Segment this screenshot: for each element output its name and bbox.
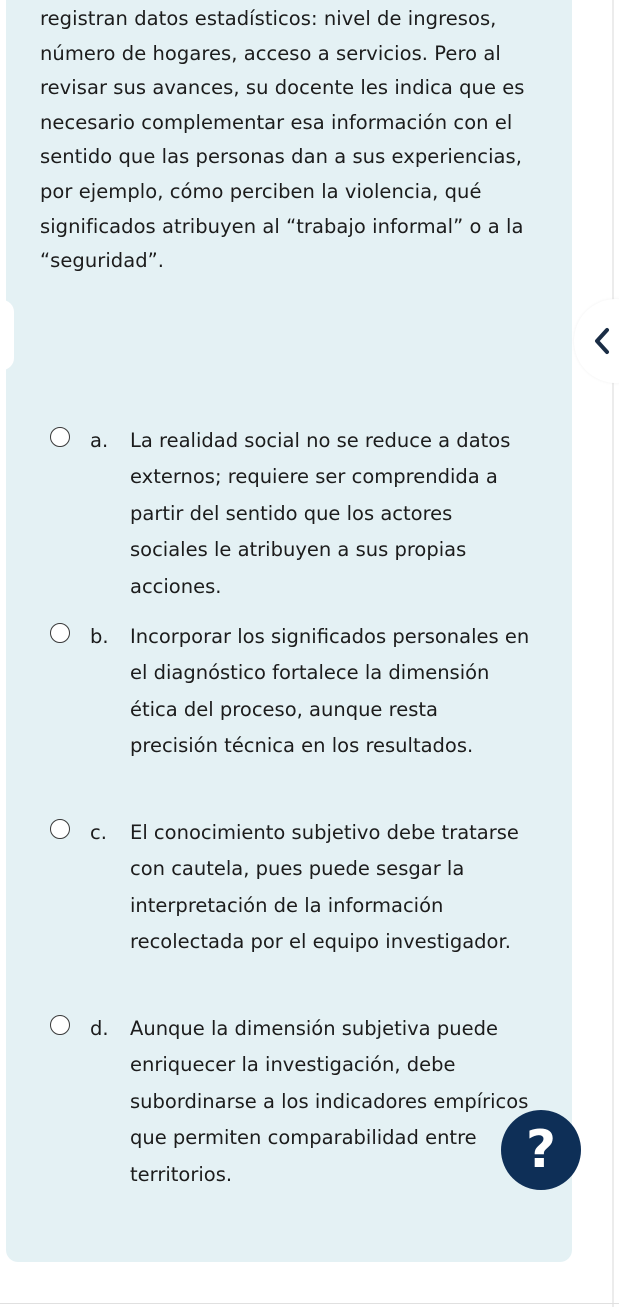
question-stem: registran datos estadísticos: nivel de ingresos, número de hogares, acceso a servicios. Pero al revisar sus avances, su docente les indica que es necesario complementar esa información con el sentido que las personas dan a sus experiencias, por ejemplo, cómo perciben la violencia, qué significados atribuyen al “trabajo informal” o a la “seguridad”. — [40, 7, 525, 273]
option-text: El conocimiento subjetivo debe tratarse con cautela, pues puede sesgar la interpretación de la información recolectada por el equipo investigador. — [130, 821, 519, 954]
chevron-left-icon — [592, 327, 612, 355]
option-c[interactable] — [50, 815, 520, 997]
question-mark-icon: ? — [525, 1120, 557, 1180]
divider — [0, 1303, 619, 1304]
scrollbar-track — [612, 0, 614, 1307]
option-letter: b. — [90, 625, 109, 648]
back-button[interactable] — [574, 299, 619, 383]
radio-button[interactable] — [50, 1015, 70, 1035]
card-edge-notch — [0, 300, 14, 370]
option-d[interactable] — [50, 1011, 529, 1211]
help-button[interactable] — [501, 1110, 581, 1190]
radio-button[interactable] — [50, 427, 70, 447]
option-text: La realidad social no se reduce a datos externos; requiere ser comprendida a partir del sentido que los actores sociales le atribuyen a sus propias acciones. — [130, 429, 511, 598]
option-b[interactable] — [50, 619, 530, 801]
radio-button[interactable] — [50, 623, 70, 643]
option-text: Incorporar los significados personales en el diagnóstico fortalece la dimensión ética del proceso, aunque resta precisión técnica en los resultados. — [130, 625, 530, 758]
option-a[interactable] — [50, 423, 520, 605]
radio-button[interactable] — [50, 819, 70, 839]
option-letter: c. — [90, 821, 107, 844]
option-text: Aunque la dimensión subjetiva puede enriquecer la investigación, debe subordinarse a los indicadores empíricos que permiten comparabilidad entre territorios. — [130, 1017, 529, 1186]
option-letter: d. — [90, 1017, 109, 1040]
option-letter: a. — [90, 429, 109, 452]
